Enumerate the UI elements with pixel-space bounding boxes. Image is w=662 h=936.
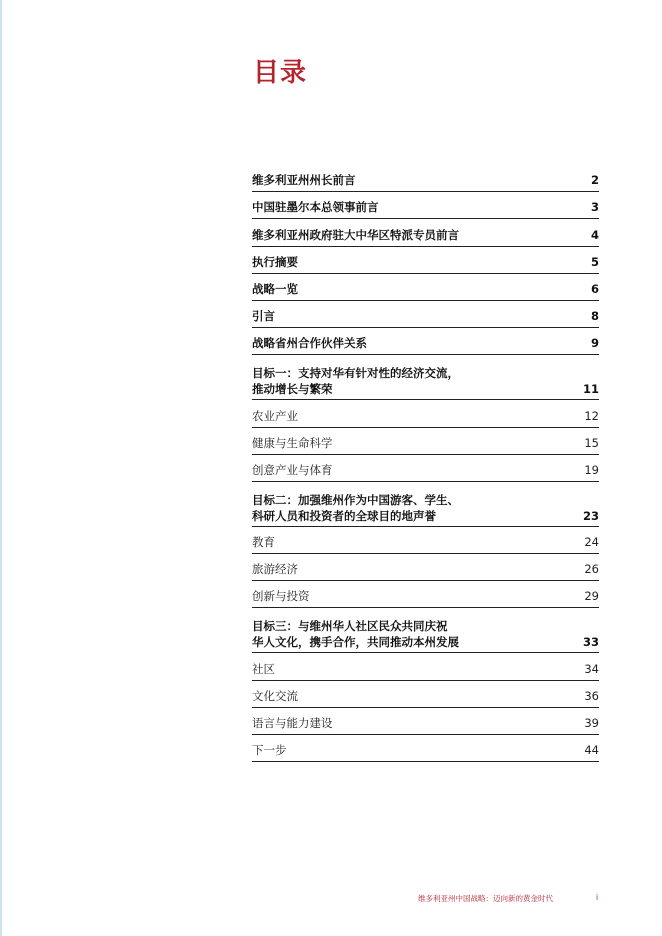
toc-entry-page-number: 33	[582, 635, 599, 650]
toc-entry[interactable]	[252, 400, 599, 427]
toc-entry-label: 下一步	[252, 743, 287, 758]
toc-entry-page-number: 36	[584, 688, 599, 703]
toc-entry-label: 战略一览	[252, 281, 298, 296]
toc-entry[interactable]	[252, 455, 599, 482]
toc-entry[interactable]	[252, 735, 599, 762]
toc-entry-page-number: 24	[584, 535, 599, 550]
toc-entry[interactable]	[252, 653, 599, 680]
toc-entry-label: 健康与生命科学	[252, 435, 333, 450]
toc-entry[interactable]	[252, 301, 599, 328]
toc-entry[interactable]	[252, 581, 599, 608]
toc-entry-label: 目标二：加强维州作为中国游客、学生、 科研人员和投资者的全球目的地声誉	[252, 492, 459, 523]
toc-entry-page-number: 4	[590, 227, 599, 242]
toc-entry-page-number: 39	[584, 716, 599, 730]
toc-entry-page-number: 44	[584, 743, 599, 758]
toc-entry[interactable]	[252, 328, 599, 355]
toc-entry-label: 旅游经济	[252, 562, 298, 577]
toc-entry-page-number: 34	[584, 661, 599, 676]
toc-entry-label: 教育	[252, 535, 275, 550]
toc-entry-page-number: 19	[584, 462, 599, 477]
toc-entry-page-number: 8	[590, 309, 599, 324]
toc-entry[interactable]	[252, 708, 599, 735]
toc-entry[interactable]	[252, 554, 599, 581]
toc-entry-page-number: 23	[582, 508, 599, 523]
page-edge	[0, 0, 2, 936]
toc-entry[interactable]	[252, 608, 599, 653]
toc-entry-label: 中国驻墨尔本总领事前言	[252, 200, 379, 215]
toc-entry-page-number: 2	[590, 173, 599, 188]
toc-entry-label: 目标三：与维州华人社区民众共同庆祝 华人文化，携手合作，共同推动本州发展	[252, 619, 459, 650]
table-of-contents	[252, 165, 599, 762]
footer-page-number: i	[596, 893, 599, 902]
toc-entry[interactable]	[252, 192, 599, 219]
toc-entry-label: 执行摘要	[252, 254, 298, 269]
toc-entry-page-number: 5	[590, 254, 599, 269]
toc-entry-label: 战略省州合作伙伴关系	[252, 336, 367, 351]
toc-entry[interactable]	[252, 527, 599, 554]
toc-entry[interactable]	[252, 274, 599, 301]
toc-entry-label: 创意产业与体育	[252, 462, 333, 477]
toc-entry-label: 引言	[252, 309, 275, 324]
toc-entry-page-number: 15	[584, 435, 599, 450]
page-title: 目录	[253, 58, 308, 88]
toc-entry-page-number: 11	[582, 382, 599, 397]
toc-entry-page-number: 26	[584, 562, 599, 577]
toc-entry[interactable]	[252, 165, 599, 192]
toc-entry-label: 创新与投资	[252, 589, 310, 604]
toc-entry-label: 农业产业	[252, 408, 298, 423]
toc-entry[interactable]	[252, 482, 599, 527]
toc-entry-label: 社区	[252, 661, 275, 676]
toc-entry-label: 文化交流	[252, 688, 298, 703]
toc-entry[interactable]	[252, 247, 599, 274]
toc-entry[interactable]	[252, 355, 599, 400]
toc-entry[interactable]	[252, 681, 599, 708]
toc-entry[interactable]	[252, 428, 599, 455]
toc-entry-page-number: 12	[584, 408, 599, 423]
toc-entry-label: 维多利亚州州长前言	[252, 173, 356, 188]
toc-entry-label: 语言与能力建设	[252, 716, 333, 730]
footer-title: 维多利亚州中国战略：迈向新的黄金时代	[418, 894, 553, 903]
toc-entry-label: 维多利亚州政府驻大中华区特派专员前言	[252, 227, 459, 242]
toc-entry-page-number: 9	[590, 336, 599, 351]
toc-entry-page-number: 29	[584, 589, 599, 604]
toc-entry-page-number: 3	[590, 200, 599, 215]
toc-entry[interactable]	[252, 219, 599, 246]
toc-entry-page-number: 6	[590, 281, 599, 296]
toc-entry-label: 目标一：支持对华有针对性的经济交流， 推动增长与繁荣	[252, 366, 459, 397]
